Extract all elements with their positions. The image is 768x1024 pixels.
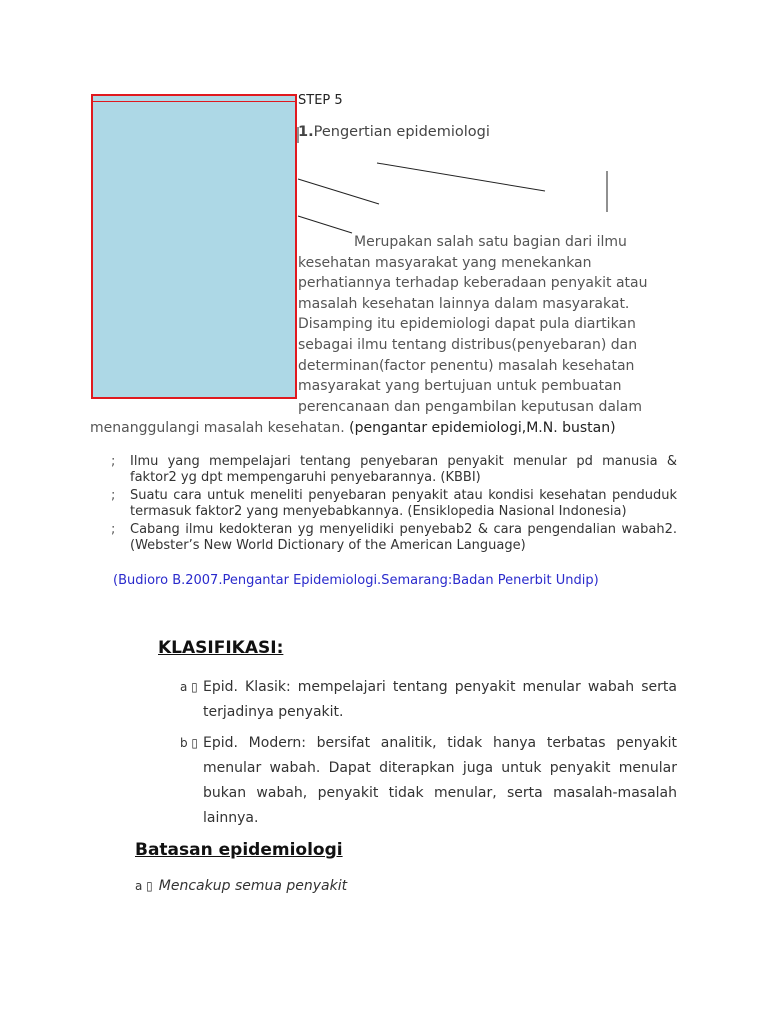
klasifikasi-heading: KLASIFIKASI: bbox=[158, 638, 284, 658]
definition-line: determinan(factor penentu) masalah kesehatan bbox=[298, 357, 635, 374]
connector-line-1 bbox=[298, 179, 379, 204]
definition-line: sebagai ilmu tentang distribus(penyebaran) dan bbox=[298, 336, 638, 353]
definition-line: perhatiannya terhadap keberadaan penyakit atau bbox=[298, 275, 648, 292]
definition-paragraph bbox=[298, 232, 678, 417]
item-text: Mencakup semua penyakit bbox=[158, 878, 348, 894]
bullet-marker: ; bbox=[111, 522, 116, 537]
definition-line: kesehatan masyarakat yang menekankan bbox=[298, 254, 592, 271]
item-marker: a ▯ bbox=[180, 680, 198, 694]
definition-line: menanggulangi masalah kesehatan. bbox=[90, 420, 345, 436]
bullet-text: Cabang ilmu kedokteran yg menyelidiki penyebab2 & cara pengendalian wabah2. (Webster’s New World Dictionary of the American Language) bbox=[130, 522, 677, 553]
section-heading bbox=[298, 124, 490, 140]
item-text: Epid. Klasik: mempelajari tentang penyakit menular wabah serta terjadinya penyakit. bbox=[203, 679, 677, 720]
bullet-marker: ; bbox=[111, 488, 116, 503]
definition-bullet-list bbox=[111, 454, 677, 556]
definition-line: Merupakan salah satu bagian dari ilmu bbox=[354, 234, 627, 250]
definition-line: masyarakat yang bertujuan untuk pembuatan bbox=[298, 378, 622, 395]
item-marker: b ▯ bbox=[180, 736, 199, 750]
definition-line: Disamping itu epidemiologi dapat pula diartikan bbox=[298, 316, 636, 333]
klasifikasi-item bbox=[180, 675, 677, 725]
heading-number: 1. bbox=[298, 124, 314, 140]
heading-title: Pengertian epidemiologi bbox=[313, 124, 490, 140]
item-text: Epid. Modern: bersifat analitik, tidak hanya terbatas penyakit menular wabah. Dapat diterapkan juga untuk penyakit menular bukan wabah, penyakit tidak menular, serta masalah-masalah lainnya. bbox=[203, 735, 677, 826]
batasan-heading: Batasan epidemiologi bbox=[135, 840, 343, 860]
definition-line: perencanaan dan pengambilan keputusan dalam bbox=[298, 398, 643, 415]
reference-citation: (Budioro B.2007.Pengantar Epidemiologi.Semarang:Badan Penerbit Undip) bbox=[113, 573, 599, 588]
klasifikasi-item bbox=[180, 731, 677, 831]
definition-line: masalah kesehatan lainnya dalam masyarakat. bbox=[298, 295, 630, 312]
bullet-marker: ; bbox=[111, 454, 116, 469]
batasan-item bbox=[135, 878, 347, 894]
connector-line-2 bbox=[298, 216, 352, 233]
definition-last-line bbox=[90, 420, 616, 436]
bullet-text: Suatu cara untuk meneliti penyebaran penyakit atau kondisi kesehatan penduduk termasuk faktor2 yang menyebabkannya. (Ensiklopedia Nasional Indonesia) bbox=[130, 488, 677, 519]
definition-citation: (pengantar epidemiologi,M.N. bustan) bbox=[349, 420, 616, 436]
list-item bbox=[111, 488, 677, 520]
step-label: STEP 5 bbox=[298, 93, 343, 108]
connector-line-3 bbox=[377, 163, 545, 191]
list-item bbox=[111, 454, 677, 486]
list-item bbox=[111, 522, 677, 554]
item-marker: a ▯ bbox=[135, 879, 153, 893]
bullet-text: Ilmu yang mempelajari tentang penyebaran penyakit menular pd manusia & faktor2 yg dpt mempengaruhi penyebarannya. (KBBI) bbox=[130, 454, 677, 485]
